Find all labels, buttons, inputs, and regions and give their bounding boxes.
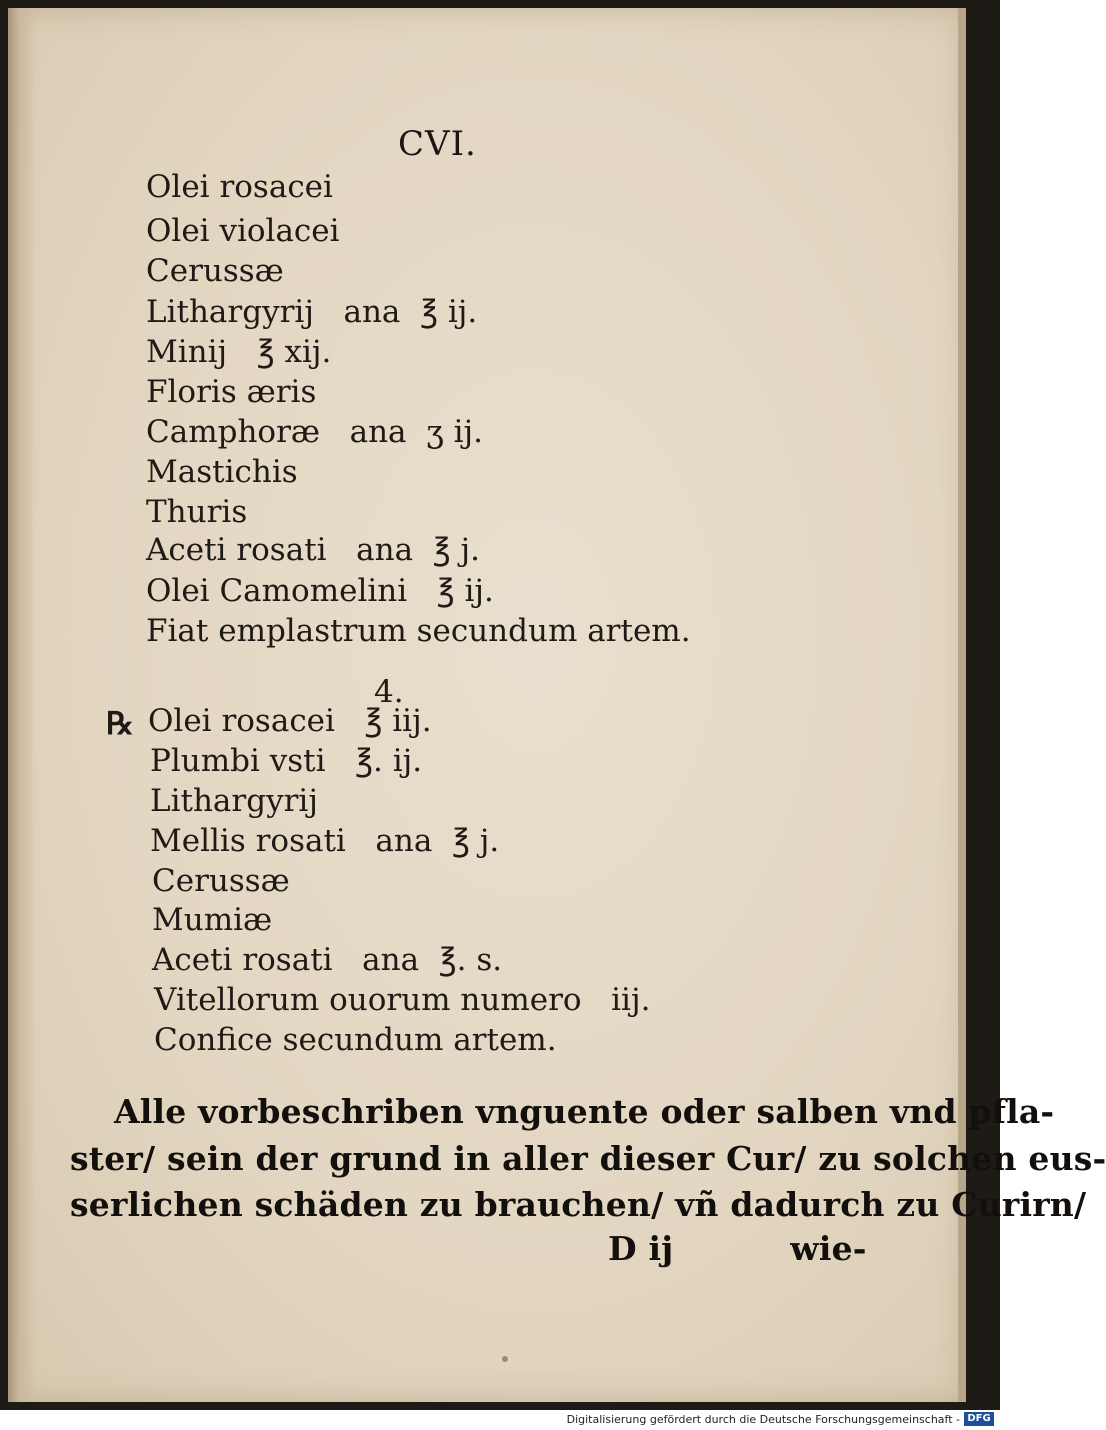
german-text-line: ster/ sein der grund in aller dieser Cur/ zu solchen eus- xyxy=(70,1139,1106,1178)
recipe-line: Cerussæ xyxy=(146,253,284,289)
footer-credit: Digitalisierung gefördert durch die Deutsche Forschungsgemeinschaft - xyxy=(566,1413,960,1426)
recipe-line: Plumbi vsti ℥. ij. xyxy=(150,743,423,779)
rx-symbol-icon: ℞ xyxy=(106,706,134,742)
recipe-number: 4. xyxy=(374,674,404,710)
folio-number: CVI. xyxy=(398,124,477,164)
recipe-line: Mumiæ xyxy=(152,902,273,938)
recipe-line: Olei violacei xyxy=(146,213,340,249)
recipe-line: Olei rosacei xyxy=(146,169,333,205)
recipe-line: Lithargyrij ana ℥ ij. xyxy=(146,294,478,330)
dfg-logo-icon: DFG xyxy=(964,1412,994,1426)
page-stain xyxy=(502,1356,508,1362)
recipe-line: Minij ℥ xij. xyxy=(146,334,332,370)
page-spine-shadow xyxy=(8,8,36,1402)
recipe-line: Mellis rosati ana ℥ j. xyxy=(150,823,500,859)
recipe-line: Thuris xyxy=(146,494,248,530)
recipe-line: Aceti rosati ana ℥ j. xyxy=(146,532,480,568)
recipe-line: Cerussæ xyxy=(152,863,290,899)
catchword-line: D ij wie- xyxy=(608,1229,867,1268)
german-text-line: Alle vorbeschriben vnguente oder salben vnd pfla- xyxy=(114,1092,1055,1131)
recipe-line: Camphoræ ana ʒ ij. xyxy=(146,414,483,450)
recipe-line: Olei Camomelini ℥ ij. xyxy=(146,573,494,609)
recipe-line: Fiat emplastrum secundum artem. xyxy=(146,613,691,649)
recipe-line: Lithargyrij xyxy=(150,783,318,819)
german-text-line: serlichen schäden zu brauchen/ vñ dadurch zu Curirn/ xyxy=(70,1185,1087,1224)
recipe-line: Floris æris xyxy=(146,374,317,410)
recipe-line: Olei rosacei ℥ iij. xyxy=(148,703,432,739)
recipe-line: Aceti rosati ana ℥. s. xyxy=(152,942,503,978)
recipe-line: Confice secundum artem. xyxy=(154,1022,557,1058)
recipe-line: Vitellorum ouorum numero iij. xyxy=(154,982,651,1018)
recipe-line: Mastichis xyxy=(146,454,298,490)
